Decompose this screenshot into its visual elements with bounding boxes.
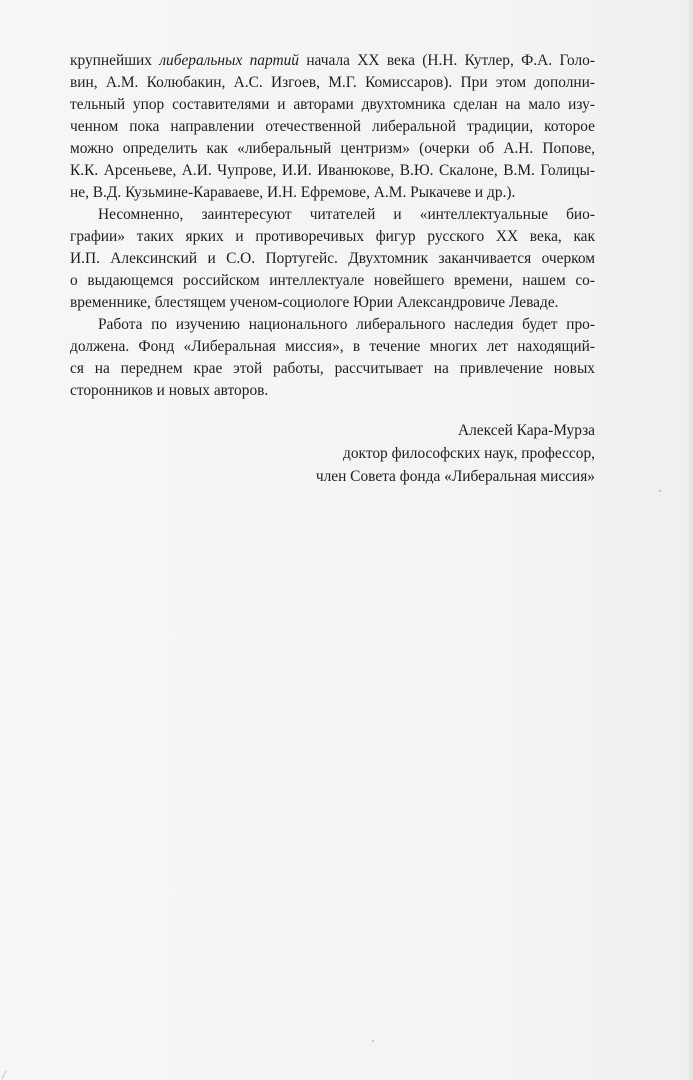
paragraph-1-line-4: ченном пока направлении отечественной либеральной традиции, которое <box>70 118 595 135</box>
paragraph-1-line-7: не, В.Д. Кузьмине-Караваеве, И.Н. Ефремове, А.М. Рыкачеве и др.). <box>70 184 516 201</box>
paragraph-1-line-1: крупнейших либеральных партий начала XX века (Н.Н. Кутлер, Ф.А. Голо- <box>70 52 595 69</box>
crop-mark-icon <box>0 1066 14 1080</box>
paragraph-3-line-2: должена. Фонд «Либеральная миссия», в течение многих лет находящий- <box>70 338 595 355</box>
paragraph-3-line-1: Работа по изучению национального либерального наследия будет про- <box>98 316 595 333</box>
body-text <box>70 50 595 402</box>
paragraph-1-line-5: можно определить как «либеральный центризм» (очерки об А.Н. Попове, <box>70 140 595 157</box>
paragraph-2-line-2: графии» таких ярких и противоречивых фигур русского XX века, как <box>70 228 595 245</box>
paragraph-2-line-5: временнике, блестящем ученом-социологе Юрии Александровиче Леваде. <box>70 294 559 311</box>
paragraph-3-line-4: сторонников и новых авторов. <box>70 382 269 399</box>
paper-speck <box>659 490 661 492</box>
author-signature <box>250 419 595 488</box>
paragraph-1-line-3: тельный упор составителями и авторами двухтомника сделан на мало изу- <box>70 96 595 113</box>
italic-phrase-liberal-parties: либеральных партий <box>159 52 299 69</box>
author-degree: доктор философских наук, профессор, <box>343 445 595 462</box>
author-name: Алексей Кара-Мурза <box>458 422 595 439</box>
paragraph-2-line-3: И.П. Алексинский и С.О. Португейс. Двухтомник заканчивается очерком <box>70 250 595 267</box>
author-position: член Совета фонда «Либеральная миссия» <box>315 468 595 485</box>
paragraph-2-line-1: Несомненно, заинтересуют читателей и «интеллектуальные био- <box>98 206 595 223</box>
paper-speck <box>372 1040 374 1042</box>
paragraph-1-line-2: вин, А.М. Колюбакин, А.С. Изгоев, М.Г. Комиссаров). При этом дополни- <box>70 74 595 91</box>
page-edge-shadow <box>686 0 693 1080</box>
paragraph-2-line-4: о выдающемся российском интеллектуале новейшего времени, нашем со- <box>70 272 595 289</box>
paragraph-3-line-3: ся на переднем крае этой работы, рассчитывает на привлечение новых <box>70 360 595 377</box>
paragraph-1-line-6: К.К. Арсеньеве, А.И. Чупрове, И.И. Иванюкове, В.Ю. Скалоне, В.М. Голицы- <box>70 162 595 179</box>
